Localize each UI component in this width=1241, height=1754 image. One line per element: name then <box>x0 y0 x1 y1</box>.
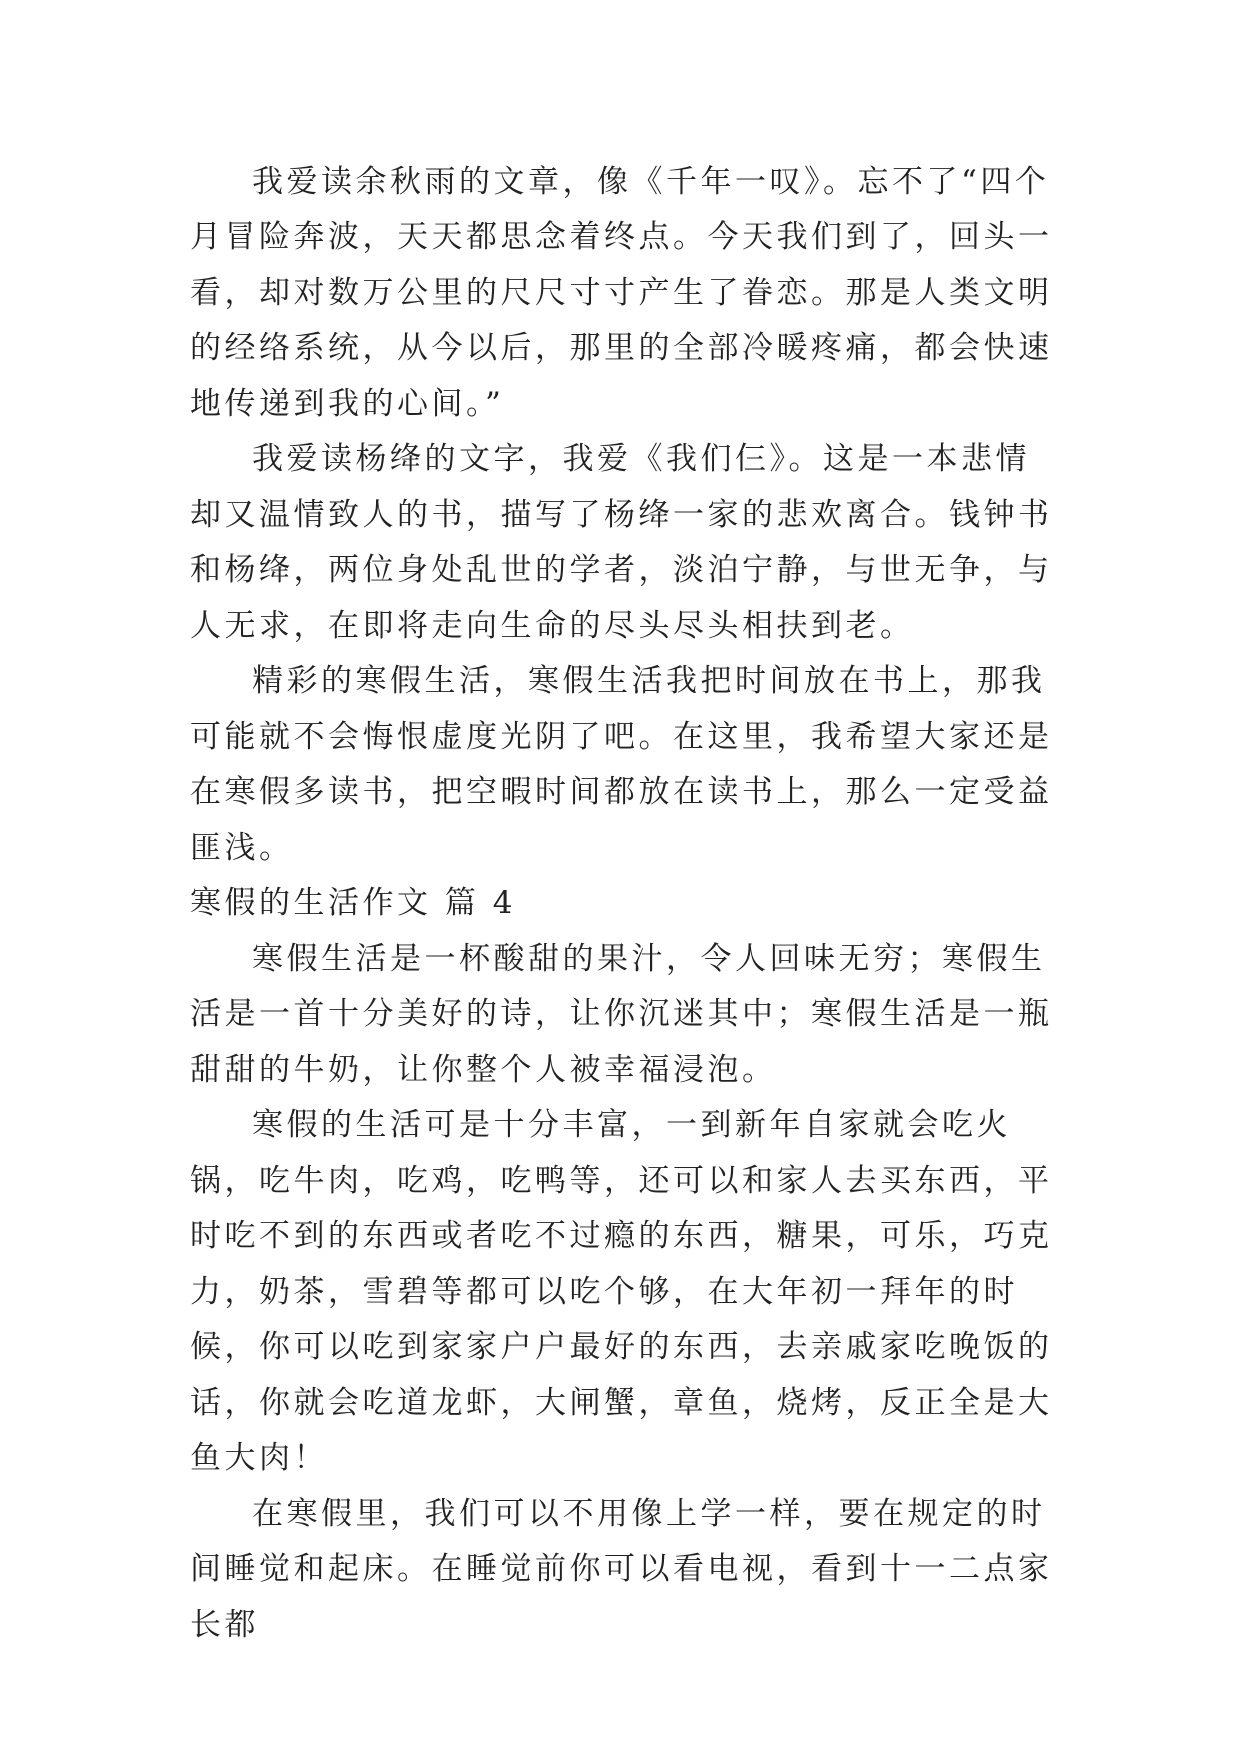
paragraph-sleep-schedule: 在寒假里，我们可以不用像上学一样，要在规定的时间睡觉和起床。在睡觉前你可以看电视，看到十一二点家长都 <box>190 1495 1053 1643</box>
section-heading: 寒假的生活作文 篇 4 <box>190 885 516 922</box>
document-body <box>190 155 1060 1653</box>
paragraph-yu-qiuyu: 我爱读余秋雨的文章，像《千年一叹》。忘不了“四个月冒险奔波，天天都思念着终点。今天我们到了，回头一看，却对数万公里的尺尺寸寸产生了眷恋。那是人类文明的经络系统，从今以后，那里的全部冷暖疼痛，都会快速地传递到我的心间。” <box>190 164 1053 422</box>
paragraph-new-year-food: 寒假的生活可是十分丰富，一到新年自家就会吃火锅，吃牛肉，吃鸡，吃鸭等，还可以和家人去买东西，平时吃不到的东西或者吃不过瘾的东西，糖果，可乐，巧克力，奶茶，雪碧等都可以吃个够，在大年初一拜年的时候，你可以吃到家家户户最好的东西，去亲戚家吃晚饭的话，你就会吃道龙虾，大闸蟹，章鱼，烧烤，反正全是大鱼大肉！ <box>190 1107 1053 1477</box>
paragraph-winter-metaphor: 寒假生活是一杯酸甜的果汁，令人回味无穷；寒假生活是一首十分美好的诗，让你沉迷其中；寒假生活是一瓶甜甜的牛奶，让你整个人被幸福浸泡。 <box>190 940 1053 1088</box>
paragraph-winter-reading: 精彩的寒假生活，寒假生活我把时间放在书上，那我可能就不会悔恨虚度光阴了吧。在这里，我希望大家还是在寒假多读书，把空暇时间都放在读书上，那么一定受益匪浅。 <box>190 663 1053 866</box>
paragraph-yang-jiang: 我爱读杨绛的文字，我爱《我们仨》。这是一本悲情却又温情致人的书，描写了杨绛一家的悲欢离合。钱钟书和杨绛，两位身处乱世的学者，淡泊宁静，与世无争，与人无求，在即将走向生命的尽头尽头相扶到老。 <box>190 441 1053 644</box>
